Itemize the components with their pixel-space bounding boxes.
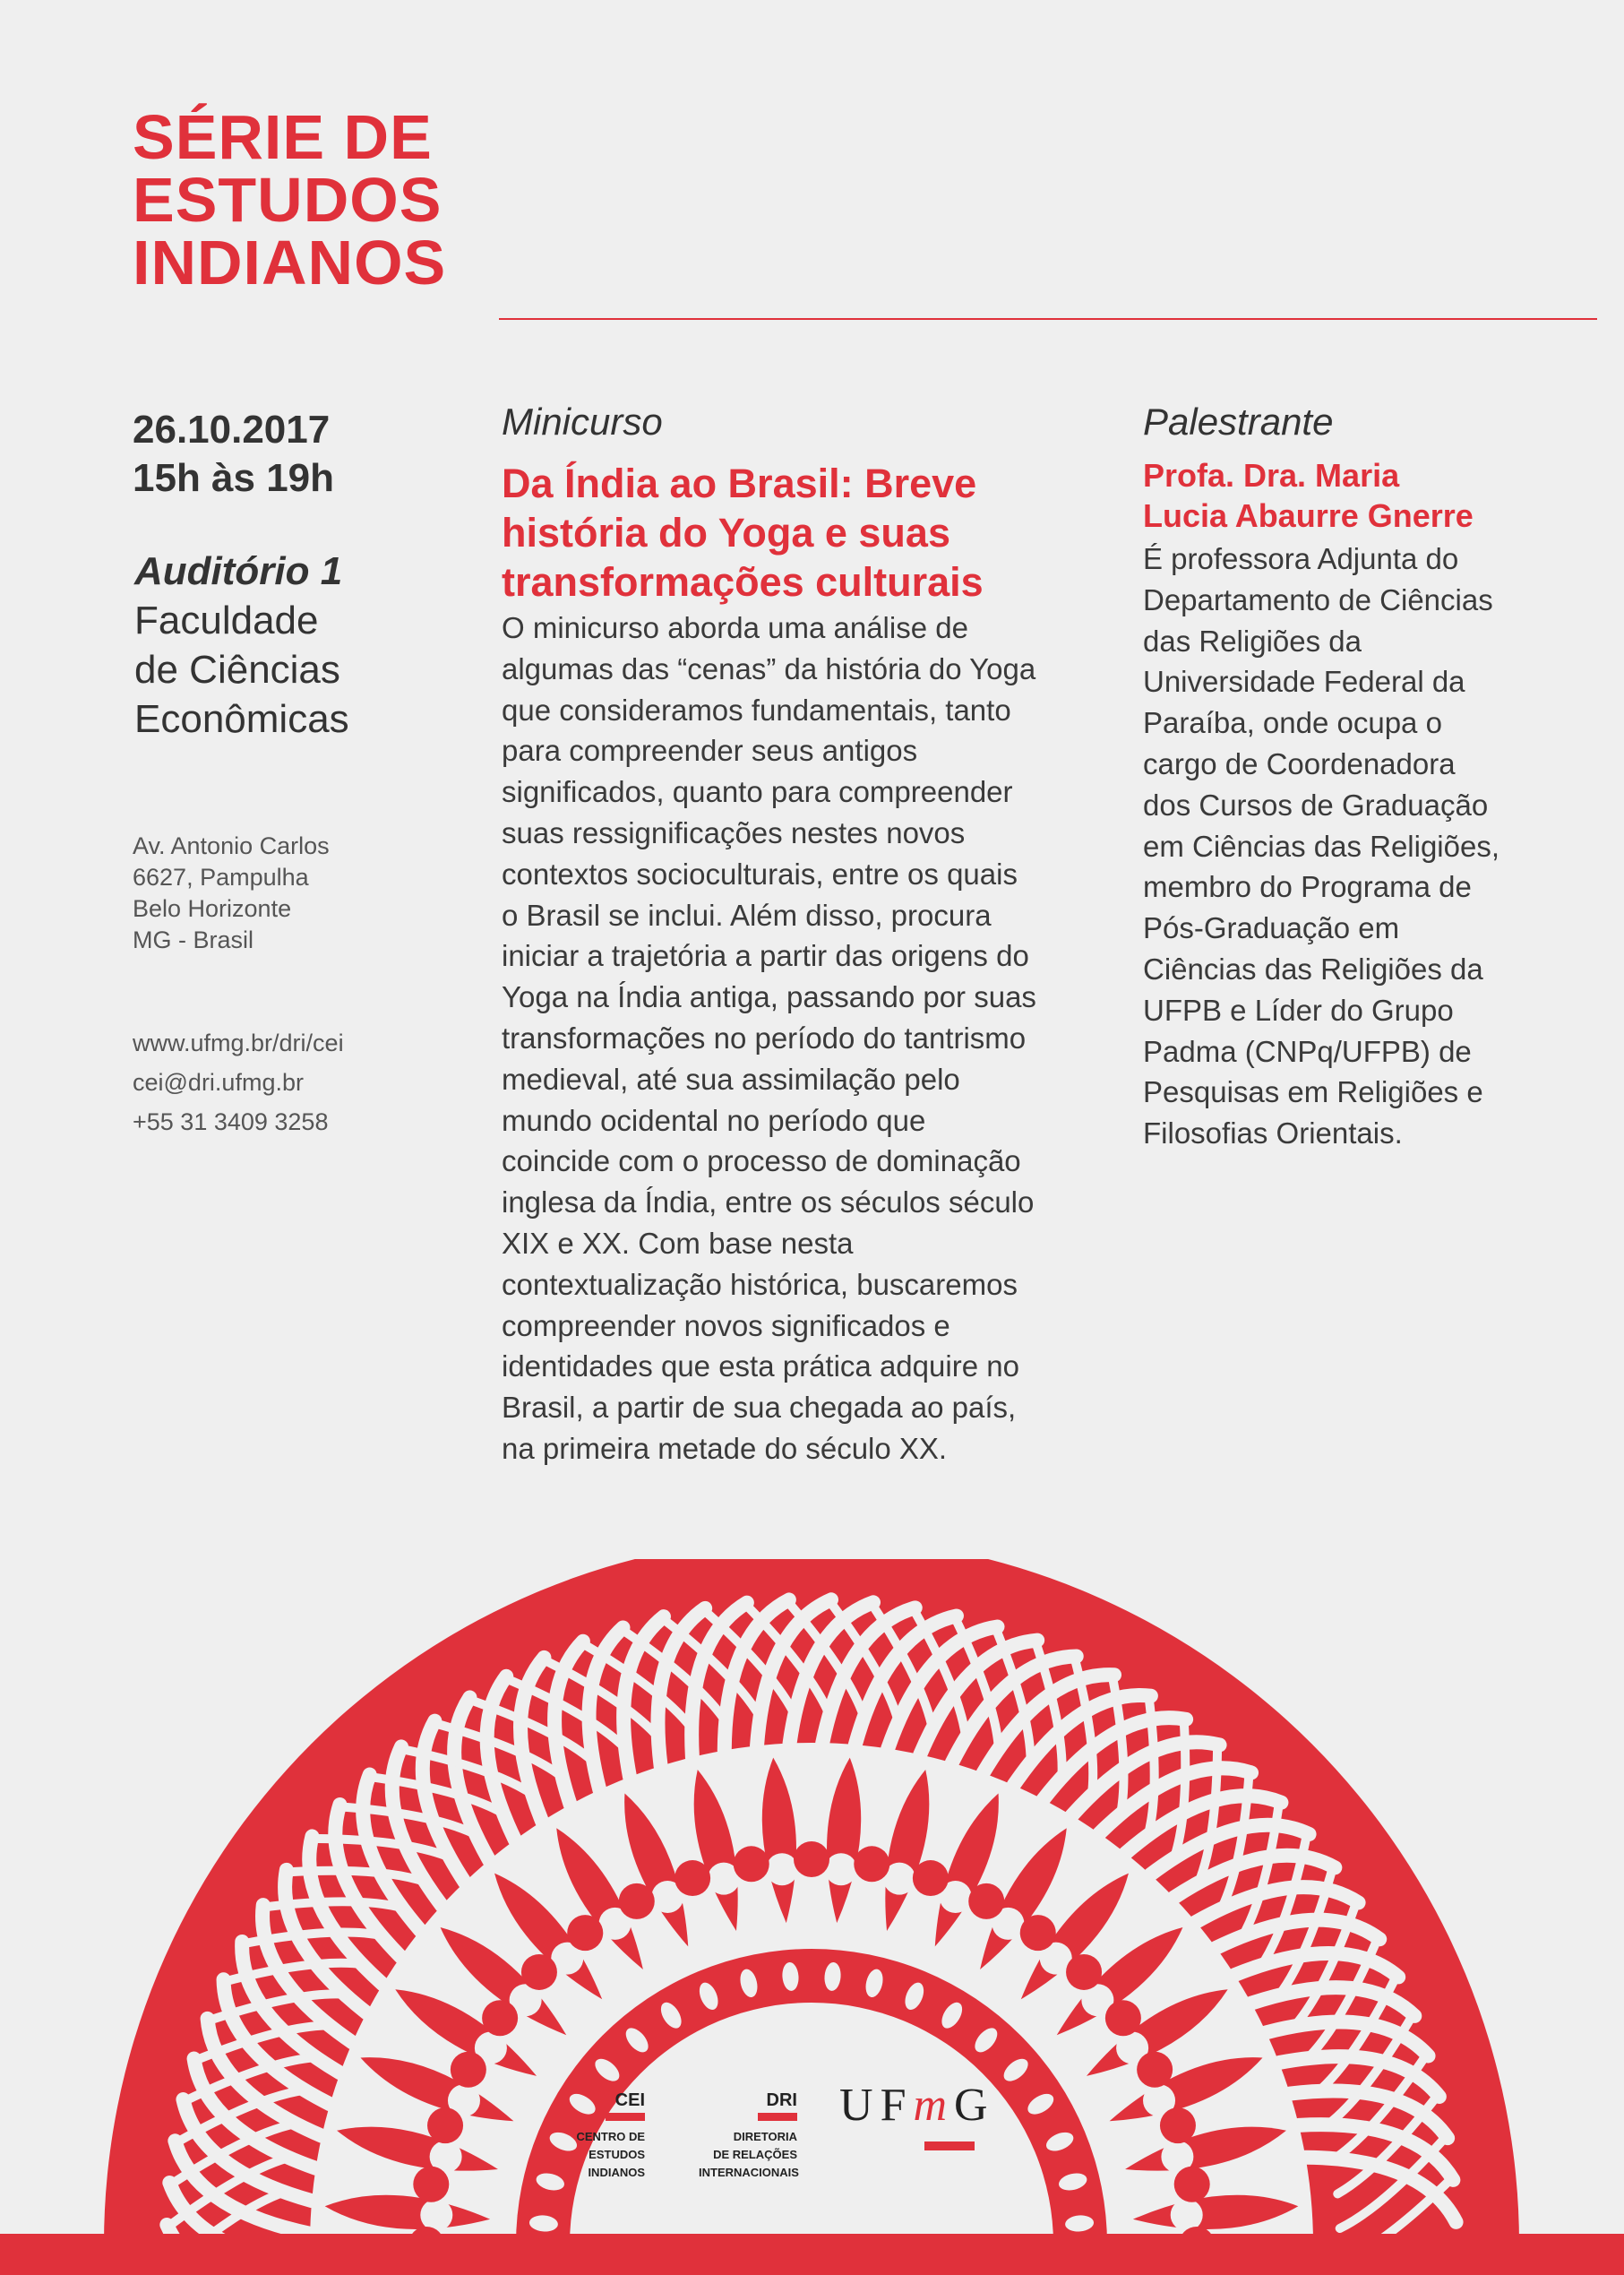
mandala-dot [968, 1883, 1004, 1919]
mandala-dot [420, 2199, 452, 2231]
venue-address [133, 831, 330, 956]
speaker-bio-line: dos Cursos de Graduação [1143, 788, 1489, 822]
dri-line: DE RELAÇÕES [713, 2148, 797, 2161]
mandala-dot [482, 2000, 518, 2036]
email-link[interactable]: cei@dri.ufmg.br [133, 1069, 304, 1096]
venue-line: de Ciências [134, 648, 340, 692]
cei-abbr: CEI [614, 2090, 645, 2110]
website-link[interactable]: www.ufmg.br/dri/cei [133, 1030, 344, 1056]
mandala-dot [427, 2107, 463, 2143]
event-venue [134, 547, 349, 744]
ufmg-logo-bar [924, 2141, 975, 2150]
dri-abbr: DRI [766, 2090, 797, 2110]
mandala-dot [1066, 1954, 1102, 1990]
course-title-line: Da Índia ao Brasil: Breve [502, 461, 977, 506]
speaker-bio-line: UFPB e Líder do Grupo [1143, 993, 1454, 1027]
mandala-dot [825, 1853, 857, 1885]
ufmg-letter: m [913, 2080, 955, 2131]
course-description-line: contextualização histórica, buscaremos [502, 1267, 1018, 1301]
mandala-dot [521, 1954, 557, 1990]
course-description [502, 608, 1084, 1469]
course-description-line: O minicurso aborda uma análise de [502, 611, 968, 644]
course-description-line: contextos socioculturais, entre os quais [502, 857, 1018, 891]
ufmg-logo [839, 2079, 995, 2132]
mandala-dot [913, 1860, 949, 1896]
mandala-dot [734, 1846, 769, 1882]
cei-logo [566, 2090, 645, 2182]
dri-line: INTERNACIONAIS [699, 2166, 799, 2179]
cei-line: CENTRO DE [576, 2130, 645, 2143]
course-description-line: medieval, até sua assimilação pelo [502, 1062, 960, 1096]
title-divider [499, 318, 1597, 320]
speaker-bio-line: Filosofias Orientais. [1143, 1116, 1403, 1150]
mandala-dot [854, 1846, 889, 1882]
series-title-line: ESTUDOS [133, 165, 443, 235]
course-description-line: inglesa da Índia, entre os séculos século [502, 1185, 1035, 1219]
ufmg-letter: F [880, 2080, 914, 2131]
course-title-line: história do Yoga e suas [502, 510, 950, 556]
course-description-line: algumas das “cenas” da história do Yoga [502, 651, 1036, 685]
speaker-bio-line: Paraíba, onde ocupa o [1143, 706, 1442, 740]
mandala-dot [619, 1883, 655, 1919]
course-description-line: o Brasil se inclui. Além disso, procura [502, 898, 992, 932]
course-description-line: na primeira metade do século XX. [502, 1431, 948, 1465]
address-line: Belo Horizonte [133, 895, 292, 922]
speaker-bio-line: cargo de Coordenadora [1143, 746, 1456, 780]
course-description-line: que consideramos fundamentais, tanto [502, 693, 1011, 727]
series-title-line: INDIANOS [133, 228, 447, 297]
course-description-line: mundo ocidental no período que [502, 1103, 926, 1137]
venue-line: Faculdade [134, 599, 319, 642]
course-label: Minicurso [502, 401, 663, 443]
cei-line: ESTUDOS [589, 2148, 645, 2161]
mandala-dot [413, 2167, 449, 2202]
speaker-bio [1143, 539, 1573, 1154]
series-title [133, 102, 447, 297]
event-datetime [133, 406, 334, 503]
phone-number: +55 31 3409 3258 [133, 1108, 329, 1135]
mandala-dot [1171, 2199, 1203, 2231]
course-title-line: transformações culturais [502, 559, 984, 605]
course-description-line: para compreender seus antigos [502, 734, 918, 768]
speaker-bio-line: membro do Programa de [1143, 870, 1472, 904]
mandala-dot [1137, 2052, 1173, 2088]
course-description-line: identidades que esta prática adquire no [502, 1349, 1019, 1383]
speaker-label: Palestrante [1143, 401, 1334, 443]
venue-line: Econômicas [134, 697, 349, 741]
course-description-line: transformações no período do tantrismo [502, 1021, 1027, 1055]
dri-line: DIRETORIA [733, 2130, 797, 2143]
course-description-line: suas ressignificações nestes novos [502, 815, 966, 849]
ufmg-letter: G [954, 2080, 995, 2131]
course-description-line: compreender novos significados e [502, 1308, 950, 1342]
mandala-dot [675, 1860, 710, 1896]
event-date: 26.10.2017 [133, 408, 331, 452]
course-description-line: Yoga na Índia antiga, passando por suas [502, 980, 1036, 1014]
address-line: Av. Antonio Carlos [133, 832, 330, 859]
address-line: 6627, Pampulha [133, 864, 309, 891]
cei-line: INDIANOS [588, 2166, 645, 2179]
course-description-line: significados, quanto para compreender [502, 775, 1013, 809]
speaker-bio-line: em Ciências das Religiões, [1143, 829, 1500, 863]
speaker-bio-line: Pós-Graduação em [1143, 911, 1400, 945]
mandala-illustration [0, 1559, 1624, 2275]
speaker-bio-line: Pesquisas em Religiões e [1143, 1075, 1483, 1109]
ufmg-letter: U [839, 2080, 881, 2131]
speaker-bio-line: Universidade Federal da [1143, 665, 1465, 699]
speaker-name [1143, 455, 1555, 536]
venue-hall: Auditório 1 [134, 549, 343, 593]
speaker-bio-line: É professora Adjunta do [1143, 542, 1459, 575]
cei-logo-bar [606, 2113, 645, 2121]
dri-logo [699, 2090, 797, 2182]
mandala-dot [1160, 2107, 1196, 2143]
speaker-name-line: Lucia Abaurre Gnerre [1143, 497, 1474, 534]
speaker-bio-line: Departamento de Ciências [1143, 582, 1493, 616]
series-title-line: SÉRIE DE [133, 102, 433, 172]
course-description-line: coincide com o processo de dominação [502, 1144, 1021, 1178]
bottom-bar [0, 2234, 1624, 2275]
mandala-dot [766, 1853, 798, 1885]
speaker-bio-line: das Religiões da [1143, 624, 1362, 658]
mandala-dot [794, 1841, 829, 1877]
event-time: 15h às 19h [133, 456, 335, 500]
course-description-line: iniciar a trajetória a partir das origens do [502, 939, 1029, 973]
course-description-line: Brasil, a partir de sua chegada ao país, [502, 1391, 1017, 1425]
mandala-dot [1020, 1915, 1056, 1951]
mandala-dot [1105, 2000, 1141, 2036]
address-line: MG - Brasil [133, 926, 253, 953]
contact-info [133, 1023, 344, 1142]
course-title [502, 459, 1075, 607]
speaker-bio-line: Ciências das Religiões da [1143, 952, 1483, 986]
speaker-name-line: Profa. Dra. Maria [1143, 457, 1400, 494]
mandala-dot [1174, 2167, 1210, 2202]
mandala-dot [567, 1915, 603, 1951]
dri-logo-bar [758, 2113, 797, 2121]
course-description-line: XIX e XX. Com base nesta [502, 1226, 854, 1260]
speaker-bio-line: Padma (CNPq/UFPB) de [1143, 1034, 1472, 1068]
mandala-dot [451, 2052, 486, 2088]
